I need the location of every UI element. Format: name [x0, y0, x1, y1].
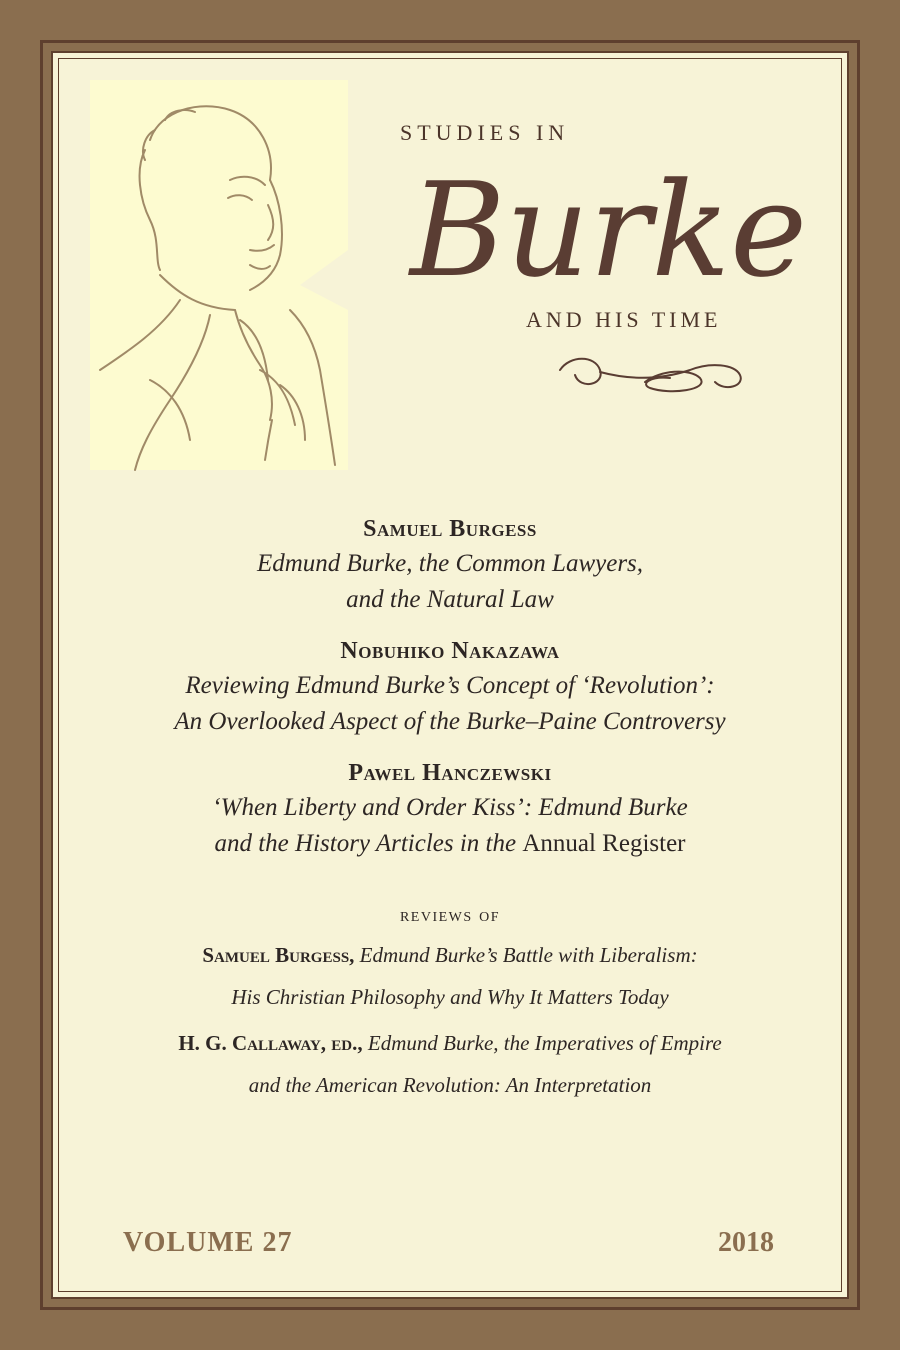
article-title-line: An Overlooked Aspect of the Burke–Paine Controversy: [174, 708, 726, 735]
masthead-studies-in: STUDIES IN: [400, 120, 570, 145]
review-title: Edmund Burke, the Imperatives of Empire: [367, 1031, 722, 1055]
review-line: [60, 1022, 840, 1064]
review-entry: [60, 934, 840, 1018]
article-title-line: [60, 826, 840, 862]
publication-year: 2018: [718, 1227, 774, 1258]
article-title-line: and the Natural Law: [346, 586, 554, 613]
review-line: [60, 934, 840, 976]
article-title-roman: Annual Register: [522, 830, 686, 857]
flourish-ornament: [550, 350, 750, 400]
volume-number: VOLUME 27: [123, 1227, 293, 1258]
table-of-contents: [60, 512, 840, 1106]
article-author: Nobuhiko Nakazawa: [340, 638, 560, 664]
review-author: H. G. Callaway, ed.,: [178, 1031, 363, 1055]
article-entry: [60, 512, 840, 618]
article-title-line: Reviewing Edmund Burke’s Concept of ‘Revolution’:: [185, 672, 715, 699]
article-title-italic: and the History Articles in the: [214, 830, 517, 857]
review-title: His Christian Philosophy and Why It Matters Today: [231, 985, 669, 1009]
review-author: Samuel Burgess,: [202, 943, 355, 967]
article-title-line: Edmund Burke, the Common Lawyers,: [256, 550, 644, 577]
reviews-heading: reviews of: [399, 904, 501, 926]
burke-portrait-illustration: [90, 80, 348, 470]
review-title: Edmund Burke’s Battle with Liberalism:: [359, 943, 698, 967]
article-author: Pawel Hanczewski: [348, 760, 552, 786]
article-entry: [60, 756, 840, 862]
review-title: and the American Revolution: An Interpretation: [248, 1073, 652, 1097]
masthead-burke-title: [370, 150, 808, 310]
article-title-line: ‘When Liberty and Order Kiss’: Edmund Burke: [212, 794, 688, 821]
article-author: Samuel Burgess: [363, 516, 537, 542]
review-entry: [60, 1022, 840, 1106]
svg-text:Burke: Burke: [410, 154, 808, 306]
article-entry: [60, 634, 840, 740]
masthead-and-his-time: AND HIS TIME: [526, 307, 722, 332]
